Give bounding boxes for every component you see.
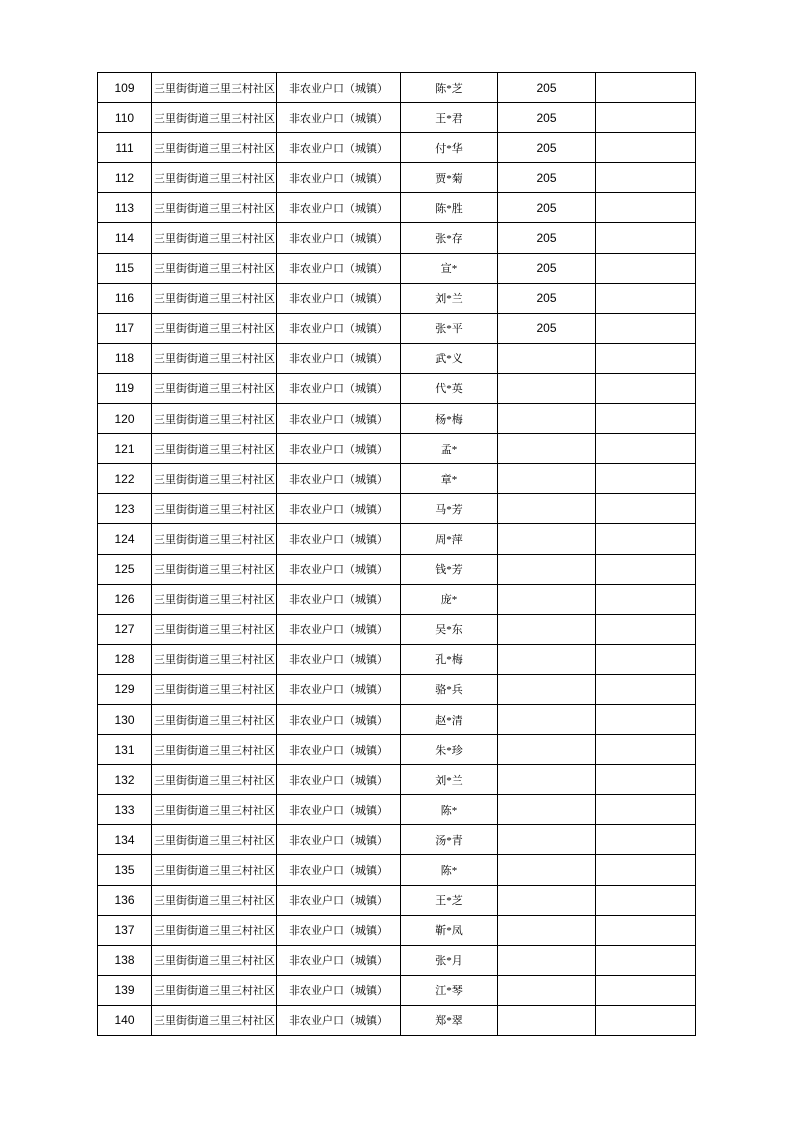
community-cell: 三里街街道三里三村社区 (152, 735, 277, 765)
community-cell: 三里街街道三里三村社区 (152, 494, 277, 524)
name-cell: 庞* (401, 584, 498, 614)
name-cell: 王*芝 (401, 885, 498, 915)
roster-table (97, 72, 696, 1036)
amount-cell: 205 (498, 73, 596, 103)
community-cell: 三里街街道三里三村社区 (152, 975, 277, 1005)
name-cell: 马*芳 (401, 494, 498, 524)
row-number-cell: 137 (98, 915, 152, 945)
amount-cell: 205 (498, 103, 596, 133)
table-row (98, 735, 696, 765)
name-cell: 赵*清 (401, 704, 498, 734)
amount-cell (498, 735, 596, 765)
amount-cell (498, 915, 596, 945)
household-type-cell: 非农业户口（城镇） (277, 945, 401, 975)
community-cell: 三里街街道三里三村社区 (152, 313, 277, 343)
amount-cell: 205 (498, 253, 596, 283)
remark-cell (596, 343, 696, 373)
table-row (98, 223, 696, 253)
name-cell: 王*君 (401, 103, 498, 133)
household-type-cell: 非农业户口（城镇） (277, 885, 401, 915)
name-cell: 贾*菊 (401, 163, 498, 193)
community-cell: 三里街街道三里三村社区 (152, 915, 277, 945)
row-number-cell: 125 (98, 554, 152, 584)
household-type-cell: 非农业户口（城镇） (277, 704, 401, 734)
household-type-cell: 非农业户口（城镇） (277, 915, 401, 945)
row-number-cell: 129 (98, 674, 152, 704)
name-cell: 张*月 (401, 945, 498, 975)
remark-cell (596, 644, 696, 674)
table-row (98, 193, 696, 223)
table-row (98, 343, 696, 373)
community-cell: 三里街街道三里三村社区 (152, 825, 277, 855)
household-type-cell: 非农业户口（城镇） (277, 133, 401, 163)
amount-cell: 205 (498, 163, 596, 193)
remark-cell (596, 163, 696, 193)
table-row (98, 644, 696, 674)
household-type-cell: 非农业户口（城镇） (277, 855, 401, 885)
remark-cell (596, 223, 696, 253)
amount-cell: 205 (498, 283, 596, 313)
table-row (98, 795, 696, 825)
remark-cell (596, 524, 696, 554)
row-number-cell: 113 (98, 193, 152, 223)
name-cell: 陈* (401, 795, 498, 825)
amount-cell: 205 (498, 313, 596, 343)
community-cell: 三里街街道三里三村社区 (152, 674, 277, 704)
remark-cell (596, 614, 696, 644)
name-cell: 陈*芝 (401, 73, 498, 103)
table-row (98, 313, 696, 343)
community-cell: 三里街街道三里三村社区 (152, 885, 277, 915)
amount-cell (498, 825, 596, 855)
remark-cell (596, 103, 696, 133)
table-row (98, 404, 696, 434)
community-cell: 三里街街道三里三村社区 (152, 524, 277, 554)
community-cell: 三里街街道三里三村社区 (152, 163, 277, 193)
remark-cell (596, 885, 696, 915)
household-type-cell: 非农业户口（城镇） (277, 674, 401, 704)
table-row (98, 554, 696, 584)
amount-cell: 205 (498, 133, 596, 163)
name-cell: 吴*东 (401, 614, 498, 644)
row-number-cell: 131 (98, 735, 152, 765)
amount-cell: 205 (498, 193, 596, 223)
household-type-cell: 非农业户口（城镇） (277, 765, 401, 795)
remark-cell (596, 133, 696, 163)
community-cell: 三里街街道三里三村社区 (152, 855, 277, 885)
table-row (98, 975, 696, 1005)
amount-cell (498, 704, 596, 734)
row-number-cell: 109 (98, 73, 152, 103)
name-cell: 刘*兰 (401, 283, 498, 313)
row-number-cell: 123 (98, 494, 152, 524)
amount-cell (498, 434, 596, 464)
amount-cell (498, 855, 596, 885)
remark-cell (596, 313, 696, 343)
household-type-cell: 非农业户口（城镇） (277, 614, 401, 644)
community-cell: 三里街街道三里三村社区 (152, 133, 277, 163)
amount-cell (498, 464, 596, 494)
remark-cell (596, 735, 696, 765)
table-row (98, 945, 696, 975)
row-number-cell: 122 (98, 464, 152, 494)
household-type-cell: 非农业户口（城镇） (277, 494, 401, 524)
name-cell: 孟* (401, 434, 498, 464)
amount-cell (498, 1005, 596, 1035)
community-cell: 三里街街道三里三村社区 (152, 765, 277, 795)
table-row (98, 915, 696, 945)
table-row (98, 373, 696, 403)
table-row (98, 103, 696, 133)
name-cell: 陈*胜 (401, 193, 498, 223)
row-number-cell: 112 (98, 163, 152, 193)
amount-cell (498, 614, 596, 644)
name-cell: 骆*兵 (401, 674, 498, 704)
remark-cell (596, 554, 696, 584)
table-body (98, 73, 696, 1036)
row-number-cell: 128 (98, 644, 152, 674)
community-cell: 三里街街道三里三村社区 (152, 704, 277, 734)
table-row (98, 614, 696, 644)
row-number-cell: 140 (98, 1005, 152, 1035)
community-cell: 三里街街道三里三村社区 (152, 283, 277, 313)
remark-cell (596, 674, 696, 704)
row-number-cell: 111 (98, 133, 152, 163)
name-cell: 宣* (401, 253, 498, 283)
row-number-cell: 124 (98, 524, 152, 554)
remark-cell (596, 765, 696, 795)
row-number-cell: 121 (98, 434, 152, 464)
name-cell: 靳*凤 (401, 915, 498, 945)
remark-cell (596, 915, 696, 945)
community-cell: 三里街街道三里三村社区 (152, 434, 277, 464)
community-cell: 三里街街道三里三村社区 (152, 404, 277, 434)
name-cell: 朱*珍 (401, 735, 498, 765)
household-type-cell: 非农业户口（城镇） (277, 554, 401, 584)
remark-cell (596, 584, 696, 614)
remark-cell (596, 795, 696, 825)
community-cell: 三里街街道三里三村社区 (152, 644, 277, 674)
row-number-cell: 136 (98, 885, 152, 915)
amount-cell (498, 765, 596, 795)
community-cell: 三里街街道三里三村社区 (152, 584, 277, 614)
community-cell: 三里街街道三里三村社区 (152, 464, 277, 494)
table-row (98, 885, 696, 915)
row-number-cell: 134 (98, 825, 152, 855)
household-type-cell: 非农业户口（城镇） (277, 434, 401, 464)
community-cell: 三里街街道三里三村社区 (152, 1005, 277, 1035)
remark-cell (596, 283, 696, 313)
row-number-cell: 139 (98, 975, 152, 1005)
remark-cell (596, 855, 696, 885)
name-cell: 代*英 (401, 373, 498, 403)
community-cell: 三里街街道三里三村社区 (152, 343, 277, 373)
table-row (98, 825, 696, 855)
amount-cell (498, 404, 596, 434)
remark-cell (596, 945, 696, 975)
remark-cell (596, 373, 696, 403)
amount-cell (498, 343, 596, 373)
name-cell: 陈* (401, 855, 498, 885)
table-row (98, 464, 696, 494)
household-type-cell: 非农业户口（城镇） (277, 73, 401, 103)
community-cell: 三里街街道三里三村社区 (152, 795, 277, 825)
community-cell: 三里街街道三里三村社区 (152, 223, 277, 253)
row-number-cell: 110 (98, 103, 152, 133)
household-type-cell: 非农业户口（城镇） (277, 163, 401, 193)
table-row (98, 704, 696, 734)
table-row (98, 674, 696, 704)
amount-cell (498, 554, 596, 584)
household-type-cell: 非农业户口（城镇） (277, 313, 401, 343)
amount-cell (498, 584, 596, 614)
household-type-cell: 非农业户口（城镇） (277, 404, 401, 434)
table-row (98, 765, 696, 795)
remark-cell (596, 1005, 696, 1035)
row-number-cell: 116 (98, 283, 152, 313)
table-row (98, 584, 696, 614)
community-cell: 三里街街道三里三村社区 (152, 614, 277, 644)
household-type-cell: 非农业户口（城镇） (277, 795, 401, 825)
table-row (98, 494, 696, 524)
table-row (98, 283, 696, 313)
row-number-cell: 118 (98, 343, 152, 373)
household-type-cell: 非农业户口（城镇） (277, 103, 401, 133)
table-row (98, 163, 696, 193)
household-type-cell: 非农业户口（城镇） (277, 223, 401, 253)
row-number-cell: 138 (98, 945, 152, 975)
row-number-cell: 127 (98, 614, 152, 644)
remark-cell (596, 975, 696, 1005)
remark-cell (596, 464, 696, 494)
household-type-cell: 非农业户口（城镇） (277, 524, 401, 554)
remark-cell (596, 704, 696, 734)
household-type-cell: 非农业户口（城镇） (277, 975, 401, 1005)
table-row (98, 524, 696, 554)
name-cell: 章* (401, 464, 498, 494)
community-cell: 三里街街道三里三村社区 (152, 554, 277, 584)
name-cell: 付*华 (401, 133, 498, 163)
name-cell: 张*存 (401, 223, 498, 253)
row-number-cell: 135 (98, 855, 152, 885)
amount-cell (498, 975, 596, 1005)
row-number-cell: 119 (98, 373, 152, 403)
amount-cell (498, 524, 596, 554)
table-row (98, 855, 696, 885)
amount-cell (498, 674, 596, 704)
remark-cell (596, 73, 696, 103)
name-cell: 钱*芳 (401, 554, 498, 584)
name-cell: 周*萍 (401, 524, 498, 554)
name-cell: 孔*梅 (401, 644, 498, 674)
household-type-cell: 非农业户口（城镇） (277, 283, 401, 313)
name-cell: 江*琴 (401, 975, 498, 1005)
amount-cell (498, 494, 596, 524)
household-type-cell: 非农业户口（城镇） (277, 253, 401, 283)
remark-cell (596, 494, 696, 524)
remark-cell (596, 253, 696, 283)
community-cell: 三里街街道三里三村社区 (152, 373, 277, 403)
remark-cell (596, 193, 696, 223)
community-cell: 三里街街道三里三村社区 (152, 253, 277, 283)
household-type-cell: 非农业户口（城镇） (277, 343, 401, 373)
community-cell: 三里街街道三里三村社区 (152, 103, 277, 133)
community-cell: 三里街街道三里三村社区 (152, 193, 277, 223)
amount-cell (498, 945, 596, 975)
amount-cell (498, 885, 596, 915)
table-row (98, 253, 696, 283)
name-cell: 刘*兰 (401, 765, 498, 795)
household-type-cell: 非农业户口（城镇） (277, 373, 401, 403)
amount-cell: 205 (498, 223, 596, 253)
amount-cell (498, 373, 596, 403)
row-number-cell: 120 (98, 404, 152, 434)
name-cell: 武*义 (401, 343, 498, 373)
row-number-cell: 126 (98, 584, 152, 614)
household-type-cell: 非农业户口（城镇） (277, 464, 401, 494)
community-cell: 三里街街道三里三村社区 (152, 945, 277, 975)
row-number-cell: 130 (98, 704, 152, 734)
household-type-cell: 非农业户口（城镇） (277, 735, 401, 765)
table-row (98, 434, 696, 464)
name-cell: 张*平 (401, 313, 498, 343)
table-row (98, 73, 696, 103)
amount-cell (498, 795, 596, 825)
community-cell: 三里街街道三里三村社区 (152, 73, 277, 103)
household-type-cell: 非农业户口（城镇） (277, 644, 401, 674)
row-number-cell: 133 (98, 795, 152, 825)
row-number-cell: 115 (98, 253, 152, 283)
name-cell: 郑*翠 (401, 1005, 498, 1035)
amount-cell (498, 644, 596, 674)
remark-cell (596, 434, 696, 464)
row-number-cell: 132 (98, 765, 152, 795)
table-row (98, 1005, 696, 1035)
row-number-cell: 117 (98, 313, 152, 343)
row-number-cell: 114 (98, 223, 152, 253)
remark-cell (596, 825, 696, 855)
table-row (98, 133, 696, 163)
household-type-cell: 非农业户口（城镇） (277, 193, 401, 223)
household-type-cell: 非农业户口（城镇） (277, 825, 401, 855)
household-type-cell: 非农业户口（城镇） (277, 1005, 401, 1035)
name-cell: 杨*梅 (401, 404, 498, 434)
remark-cell (596, 404, 696, 434)
household-type-cell: 非农业户口（城镇） (277, 584, 401, 614)
name-cell: 汤*青 (401, 825, 498, 855)
